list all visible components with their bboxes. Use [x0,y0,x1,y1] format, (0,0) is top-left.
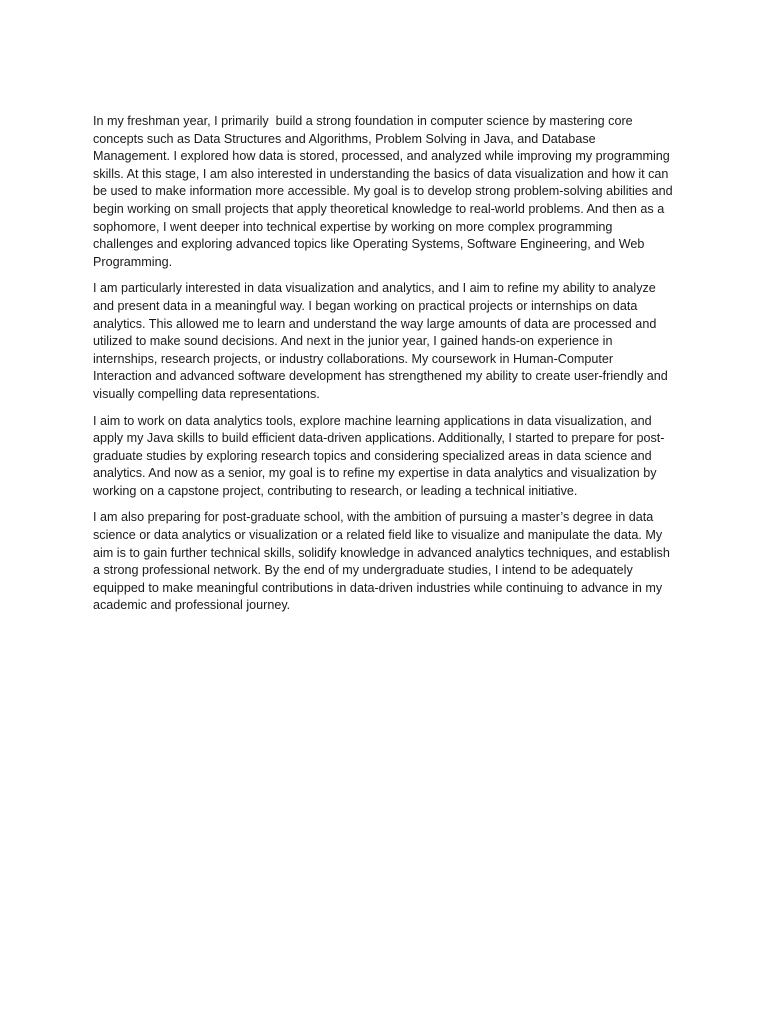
paragraph-4: I am also preparing for post-graduate school, with the ambition of pursuing a master’s degree in data science or data analytics or visualization or a related field like to visualize and manipulate the data. My aim is to gain further technical skills, solidify knowledge in advanced analytics techniques, and establish a strong professional network. By the end of my undergraduate studies, I intend to be adequately equipped to make meaningful contributions in data-driven industries while continuing to advance in my academic and professional journey. [93,510,674,613]
paragraph-2: I am particularly interested in data visualization and analytics, and I aim to refine my ability to analyze and present data in a meaningful way. I began working on practical projects or internships on data analytics. This allowed me to learn and understand the way large amounts of data are processed and utilized to make sound decisions. And next in the junior year, I gained hands-on experience in internships, research projects, or industry collaborations. My coursework in Human-Computer Interaction and advanced software development has strengthened my ability to create user-friendly and visually compelling data representations. [93,281,672,401]
paragraph-3: I aim to work on data analytics tools, explore machine learning applications in data visualization, and apply my Java skills to build efficient data-driven applications. Additionally, I started to prepare for post-graduate studies by exploring research topics and considering specialized areas in data science and analytics. And now as a senior, my goal is to refine my expertise in data analytics and visualization by working on a capstone project, contributing to research, or leading a technical initiative. [93,413,665,498]
paragraph-1: In my freshman year, I primarily build a strong foundation in computer science by mastering core concepts such as Data Structures and Algorithms, Problem Solving in Java, and Database Management. I explored how data is stored, processed, and analyzed while improving my programming skills. At this stage, I am also interested in understanding the basics of data visualization and how it can be used to make information more accessible. My goal is to develop strong problem-solving abilities and begin working on small projects that apply theoretical knowledge to real-world problems. And then as a sophomore, I went deeper into technical expertise by working on more complex programming challenges and exploring advanced topics like Operating Systems, Software Engineering, and Web Programming. [93,114,677,269]
document-body [93,113,675,624]
